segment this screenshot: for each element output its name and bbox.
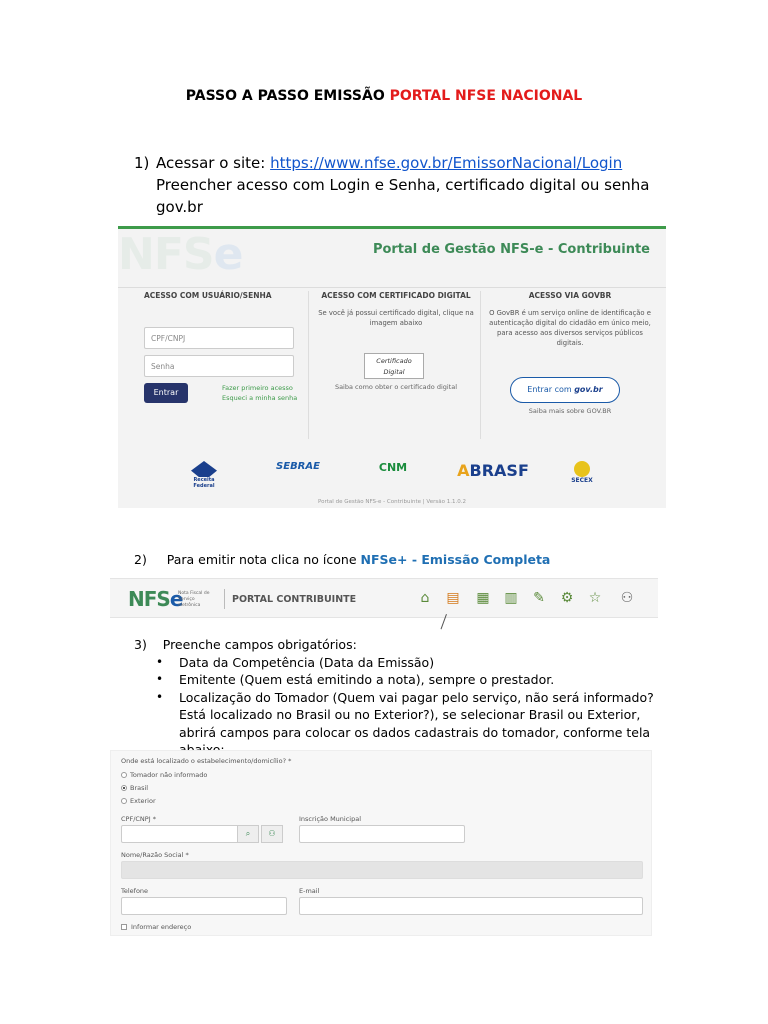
forgot-password-link[interactable]: Esqueci a minha senha (222, 394, 298, 402)
download-icon[interactable]: ▥ (504, 590, 518, 606)
email-label: E-mail (299, 887, 320, 895)
telefone-field[interactable] (121, 897, 287, 915)
edit-icon[interactable]: ✎ (533, 590, 545, 606)
step-2 (134, 552, 550, 567)
radio-tomador-nao-informado[interactable]: Tomador não informado (121, 771, 207, 779)
portal-title: Portal de Gestão NFS-e - Contribuinte (372, 242, 650, 257)
nfse-logo-subtitle: Nota Fiscal de Serviço eletrônica (178, 591, 210, 608)
govbr-help-link[interactable]: Saiba mais sobre GOV.BR (528, 407, 612, 415)
nfse-login-link[interactable]: https://www.nfse.gov.br/EmissorNacional/Login (270, 154, 623, 172)
step-1-number: 1) (134, 154, 150, 172)
portal-footer: Portal de Gestão NFS-e - Contribuinte | Versão 1.1.0.2 (318, 499, 466, 505)
bullet-item: • Emitente (Quem está emitindo a nota), sempre o prestador. (156, 672, 555, 687)
column-divider (308, 291, 309, 439)
abrasf-logo: ABRASF (457, 461, 529, 480)
document-plus-icon[interactable]: ▤ (446, 590, 460, 606)
title-prefix: PASSO A PASSO EMISSÃO (185, 88, 390, 104)
certificate-column (314, 291, 478, 439)
bullet-item: • Data da Competência (Data da Emissão) (156, 654, 435, 670)
portal-contribuinte-label: PORTAL CONTRIBUINTE (232, 594, 357, 605)
telefone-label: Telefone (121, 887, 149, 895)
govbr-desc: O GovBR é um serviço online de identificação e autenticação digital do cidadão em único meio, para acesso aos diversos serviços públicos digitais. (489, 309, 651, 347)
certificate-title: ACESSO COM CERTIFICADO DIGITAL (321, 291, 471, 300)
user-icon[interactable]: ⚇ (620, 590, 634, 606)
certificate-help-link[interactable]: Saiba como obter o certificado digital (334, 383, 458, 391)
govbr-column (488, 291, 652, 439)
cpf-cnpj-label: CPF/CNPJ * (121, 815, 156, 823)
first-access-link[interactable]: Fazer primeiro acesso (222, 384, 293, 392)
secex-logo: SECEX (568, 461, 596, 487)
step-2-highlight: NFSe+ - Emissão Completa (360, 552, 551, 567)
step-3-number: 3) (134, 637, 147, 652)
logo-separator (224, 589, 225, 609)
nfse-watermark-logo: NFSe (118, 229, 243, 280)
senha-input[interactable]: Senha (144, 355, 294, 377)
partner-logos (118, 461, 666, 491)
location-question: Onde está localizado o estabelecimento/domicílio? * (121, 757, 292, 765)
govbr-title: ACESSO VIA GOVBR (528, 291, 612, 300)
header-divider (118, 287, 666, 288)
cpf-cnpj-field[interactable] (121, 825, 239, 843)
certificate-digital-badge[interactable]: Certificado Digital (364, 353, 424, 379)
step-1 (134, 152, 654, 218)
login-screenshot (118, 226, 666, 508)
radio-exterior[interactable]: Exterior (121, 797, 156, 805)
home-icon[interactable]: ⌂ (420, 590, 430, 606)
user-login-title: ACESSO COM USUÁRIO/SENHA (144, 291, 272, 300)
document-export-icon[interactable]: ▦ (476, 590, 490, 606)
cpf-cnpj-input[interactable]: CPF/CNPJ (144, 327, 294, 349)
star-icon[interactable]: ☆ (588, 590, 602, 606)
step-3 (134, 636, 664, 759)
entrar-govbr-button[interactable]: Entrar com gov.br (510, 377, 620, 403)
nome-razao-social-label: Nome/Razão Social * (121, 851, 189, 859)
nfse-logo: NFSe (128, 587, 183, 611)
cnm-logo: CNM (378, 461, 408, 474)
certificate-desc: Se você já possui certificado digital, clique na imagem abaixo (318, 309, 474, 327)
entrar-button[interactable]: Entrar (144, 383, 188, 403)
column-divider (480, 291, 481, 439)
gear-icon[interactable]: ⚙ (560, 590, 574, 606)
search-icon[interactable]: ⌕ (237, 825, 259, 843)
title-highlight: PORTAL NFSE NACIONAL (389, 88, 583, 104)
informar-endereco-checkbox[interactable]: Informar endereço (121, 923, 191, 931)
receita-federal-logo: Receita Federal (186, 461, 222, 487)
sebrae-logo: SEBRAE (276, 461, 320, 472)
nome-razao-social-field (121, 861, 643, 879)
document-title (0, 88, 768, 104)
step-3-head: Preenche campos obrigatórios: (162, 637, 357, 652)
bullet-item: • Localização do Tomador (Quem vai pagar pelo serviço, não será informado? Está localizado no Brasil ou no Exterior?), se selecionar Brasil ou Exterior, abrirá campos para colocar os dados cadastrais do tomador, conforme tela (156, 689, 654, 740)
inscricao-municipal-field[interactable] (299, 825, 465, 843)
radio-brasil[interactable]: Brasil (121, 784, 148, 792)
inscricao-municipal-label: Inscrição Municipal (299, 815, 362, 823)
step-1-lead: Acessar o site: (156, 154, 271, 172)
email-field[interactable] (299, 897, 643, 915)
users-icon[interactable]: ⚇ (261, 825, 283, 843)
step-1-text: Preencher acesso com Login e Senha, certificado digital ou senha gov.br (156, 176, 650, 216)
step-2-text: Para emitir nota clica no ícone (166, 552, 361, 567)
tomador-form-screenshot (110, 750, 652, 936)
portal-navbar-screenshot (110, 578, 658, 618)
step-2-number: 2) (134, 552, 147, 567)
